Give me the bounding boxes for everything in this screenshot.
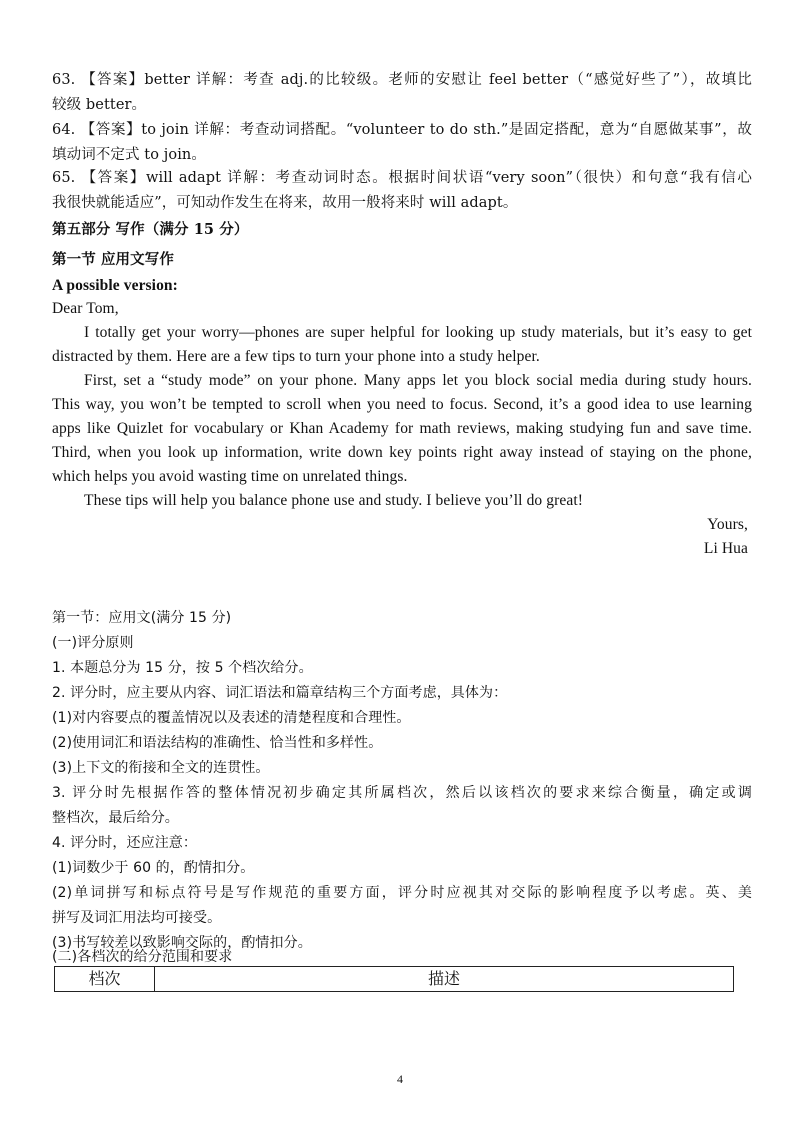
essay-line-2: distracted by them. Here are a few tips to turn your phone into a study helper. bbox=[52, 348, 540, 365]
rubric-line: 2. 评分时，应主要从内容、词汇语法和篇章结构三个方面考虑，具体为： bbox=[52, 685, 508, 701]
answer-63-line-1: 63. 【答案】better 详解：考查 adj.的比较级。老师的安慰让 feel better（“感觉好些了”），故填比 bbox=[52, 72, 752, 88]
essay-salutation: Dear Tom, bbox=[52, 300, 119, 317]
rubric-line: 拼写及词汇用法均可接受。 bbox=[52, 910, 222, 926]
rubric-line: (2)使用词汇和语法结构的准确性、恰当性和多样性。 bbox=[52, 735, 383, 751]
rubric-line: 4. 评分时，还应注意： bbox=[52, 835, 198, 851]
essay-signature: Li Hua bbox=[703, 540, 748, 557]
essay-line-8: These tips will help you balance phone use and study. I believe you’ll do great! bbox=[84, 492, 583, 509]
answer-64-line-1: 64. 【答案】to join 详解：考查动词搭配。“volunteer to do sth.”是固定搭配，意为“自愿做某事”，故 bbox=[52, 122, 752, 138]
answer-63-line-2: 较级 better。 bbox=[52, 97, 147, 113]
subsection-title: 第一节 应用文写作 bbox=[52, 251, 174, 268]
rubric-line: 3. 评分时先根据作答的整体情况初步确定其所属档次，然后以该档次的要求来综合衡量，确定或调 bbox=[52, 785, 752, 801]
section-title: 第五部分 写作（满分 15 分） bbox=[52, 221, 249, 238]
table-header-description: 描述 bbox=[427, 969, 460, 988]
essay-line-1: I totally get your worry—phones are super helpful for looking up study materials, but it’s easy to get bbox=[84, 324, 752, 341]
essay-line-7: which helps you avoid wasting time on unrelated things. bbox=[52, 468, 408, 485]
rubric-line: (1)对内容要点的覆盖情况以及表述的清楚程度和合理性。 bbox=[52, 710, 411, 726]
grading-table bbox=[54, 966, 734, 992]
essay-line-4: This way, you won’t be tempted to scroll when you need to focus. Second, it’s a good idea to use learning bbox=[52, 396, 752, 413]
rubric-line: (1)词数少于 60 的，酌情扣分。 bbox=[52, 860, 255, 876]
essay-label: A possible version: bbox=[52, 277, 178, 294]
rubric-line: (二)各档次的给分范围和要求 bbox=[52, 949, 233, 965]
page-number: 4 bbox=[397, 1072, 403, 1086]
rubric-line: 整档次，最后给分。 bbox=[52, 810, 179, 826]
table-header-level: 档次 bbox=[55, 967, 155, 991]
rubric-line: (一)评分原则 bbox=[52, 635, 134, 651]
essay-line-3: First, set a “study mode” on your phone. Many apps let you block social media during study hours. bbox=[84, 372, 752, 389]
essay-line-5: apps like Quizlet for vocabulary or Khan Academy for math reviews, making studying fun and save time. bbox=[52, 420, 752, 437]
rubric-line: (3)书写较差以致影响交际的，酌情扣分。 bbox=[52, 935, 312, 951]
rubric-line: (3)上下文的衔接和全文的连贯性。 bbox=[52, 760, 270, 776]
rubric-title: 第一节：应用文(满分 15 分) bbox=[52, 610, 232, 626]
essay-closing: Yours, bbox=[707, 516, 748, 533]
rubric-line: (2)单词拼写和标点符号是写作规范的重要方面，评分时应视其对交际的影响程度予以考虑。英、美 bbox=[52, 885, 752, 901]
answer-64-line-2: 填动词不定式 to join。 bbox=[52, 147, 206, 163]
answer-65-line-1: 65. 【答案】will adapt 详解：考查动词时态。根据时间状语“very soon”（很快）和句意“我有信心 bbox=[52, 170, 752, 186]
rubric-line: 1. 本题总分为 15 分，按 5 个档次给分。 bbox=[52, 660, 313, 676]
answer-65-line-2: 我很快就能适应”，可知动作发生在将来，故用一般将来时 will adapt。 bbox=[52, 195, 518, 211]
essay-line-6: Third, when you look up information, write down key points right away instead of staying on the phone, bbox=[52, 444, 752, 461]
